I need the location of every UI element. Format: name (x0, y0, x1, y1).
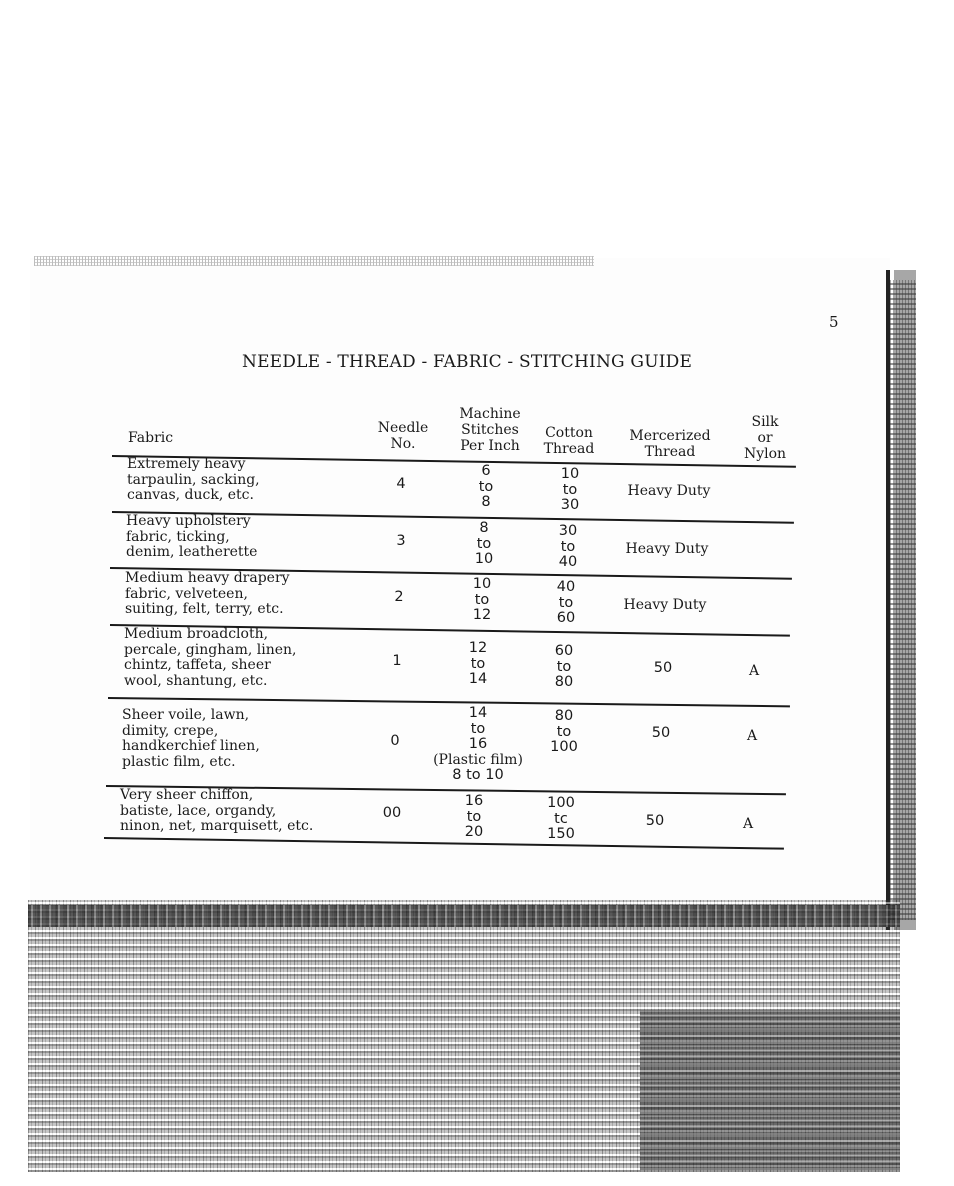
row-4-fabric (124, 627, 296, 689)
fabric-line: percale, gingham, linen, (124, 641, 297, 658)
cotton-line: 80 (554, 674, 574, 690)
fabric-line: ninon, net, marquisett, etc. (120, 818, 314, 834)
row-2-cotton (548, 524, 588, 571)
row-2-stitches (462, 521, 506, 568)
fabric-line: fabric, ticking, (126, 528, 230, 545)
row-2-mercerized: Heavy Duty (625, 541, 709, 557)
row-2-needle: 3 (396, 533, 406, 549)
header-needle (374, 420, 432, 452)
row-5-mercerized: 50 (651, 725, 671, 741)
header-cotton (538, 425, 600, 457)
fabric-line: canvas, duck, etc. (127, 487, 254, 503)
fabric-line: Extremely heavy (127, 456, 246, 472)
fabric-line: wool, shantung, etc. (124, 672, 268, 689)
row-6-stitches (452, 794, 496, 841)
stitch-line: to (474, 591, 490, 608)
row-4-cotton (544, 644, 584, 691)
cotton-line: 40 (556, 579, 576, 595)
stitch-line: 16 (464, 793, 484, 809)
row-2-fabric (126, 514, 257, 561)
fabric-line: Medium heavy drapery (125, 570, 290, 586)
row-5-cotton (542, 709, 586, 756)
cotton-line: tc (554, 810, 568, 827)
cotton-line: 80 (554, 708, 574, 724)
header-fabric-label: Fabric (128, 430, 174, 446)
header-fabric (128, 430, 173, 446)
stitch-line: 14 (468, 671, 488, 687)
header-line: or (757, 430, 773, 446)
stitch-line: 10 (474, 551, 494, 567)
stitch-line: to (476, 535, 492, 552)
header-line: Nylon (743, 446, 787, 462)
row-6-silk: A (742, 816, 754, 832)
row-1-stitches (464, 464, 508, 511)
row-3-mercerized: Heavy Duty (623, 597, 707, 613)
row-5-fabric (122, 708, 260, 770)
row-3-stitches (460, 577, 504, 624)
stitch-line: to (470, 655, 486, 672)
stitch-line: to (478, 478, 494, 495)
fabric-line: tarpaulin, sacking, (127, 471, 260, 488)
header-line: Thread (644, 444, 696, 460)
stitch-line: to (466, 808, 482, 825)
scan-noise-right (890, 280, 916, 920)
header-line: Per Inch (460, 438, 520, 454)
cotton-line: to (562, 481, 578, 498)
header-line: Stitches (461, 422, 519, 438)
row-5-stitches (418, 706, 538, 784)
header-line: No. (390, 436, 416, 452)
cotton-line: to (556, 723, 572, 740)
row-1-fabric (127, 457, 260, 504)
scan-noise-top (34, 256, 594, 266)
fabric-line: dimity, crepe, (122, 722, 219, 739)
stitch-line: 16 (468, 736, 488, 752)
cotton-line: 30 (558, 523, 578, 539)
cotton-line: 30 (560, 497, 580, 513)
row-4-mercerized: 50 (653, 660, 673, 676)
row-1-needle: 4 (396, 476, 406, 492)
fabric-line: Medium broadcloth, (124, 626, 269, 642)
stitch-line: 20 (464, 824, 484, 840)
stitch-line: 8 to 10 (452, 767, 504, 783)
header-line: Needle (377, 420, 429, 436)
header-line: Cotton (545, 425, 593, 441)
fabric-line: Sheer voile, lawn, (122, 707, 250, 723)
fabric-line: Very sheer chiffon, (120, 787, 254, 803)
cotton-line: 100 (547, 795, 575, 811)
cotton-line: to (556, 658, 572, 675)
cotton-line: to (558, 594, 574, 611)
stitch-line: 10 (472, 576, 492, 592)
fabric-line: fabric, velveteen, (125, 585, 248, 602)
page-number: 5 (829, 313, 839, 331)
cotton-line: 150 (547, 826, 575, 842)
fabric-line: denim, leatherette (126, 544, 258, 560)
row-5-needle: 0 (390, 733, 400, 749)
row-4-stitches (456, 641, 500, 688)
stitch-line: 6 (481, 463, 491, 479)
fabric-line: handkerchief linen, (122, 738, 260, 754)
fabric-line: chintz, taffeta, sheer (124, 657, 271, 673)
header-silk (736, 414, 794, 462)
stitch-line: 8 (479, 520, 489, 536)
header-line: Machine (459, 406, 521, 422)
fabric-line: batiste, lace, organdy, (120, 802, 277, 819)
row-4-needle: 1 (392, 653, 402, 669)
row-6-cotton (538, 796, 584, 843)
header-line: Mercerized (629, 428, 711, 444)
stitch-line: 14 (468, 705, 488, 721)
row-6-needle: 00 (382, 805, 402, 821)
row-6-mercerized: 50 (645, 813, 665, 829)
stitch-line: to (470, 720, 486, 737)
cotton-line: 60 (556, 610, 576, 626)
row-3-fabric (125, 571, 290, 618)
cotton-line: 60 (554, 643, 574, 659)
row-3-needle: 2 (394, 589, 404, 605)
fabric-line: Heavy upholstery (126, 513, 251, 529)
stitch-line: 8 (481, 494, 491, 510)
header-line: Thread (543, 441, 595, 457)
cotton-line: 100 (550, 739, 578, 755)
cotton-line: 10 (560, 466, 580, 482)
row-1-cotton (550, 467, 590, 514)
cotton-line: to (560, 538, 576, 555)
scan-shadow-bottom-right (640, 1010, 900, 1170)
cotton-line: 40 (558, 554, 578, 570)
header-stitches (452, 406, 528, 454)
scan-band-bottom (28, 905, 900, 927)
row-5-silk: A (746, 728, 758, 744)
stitch-line: (Plastic film) (433, 751, 523, 768)
stitch-line: 12 (468, 640, 488, 656)
page-title: NEEDLE - THREAD - FABRIC - STITCHING GUIDE (242, 352, 693, 372)
row-1-mercerized: Heavy Duty (627, 483, 711, 499)
row-6-fabric (120, 788, 313, 835)
row-4-silk: A (748, 663, 760, 679)
fabric-line: suiting, felt, terry, etc. (125, 601, 284, 617)
stitch-line: 12 (472, 607, 492, 623)
row-3-cotton (546, 580, 586, 627)
header-mercerized (620, 428, 720, 460)
header-line: Silk (751, 414, 779, 430)
fabric-line: plastic film, etc. (122, 753, 236, 770)
